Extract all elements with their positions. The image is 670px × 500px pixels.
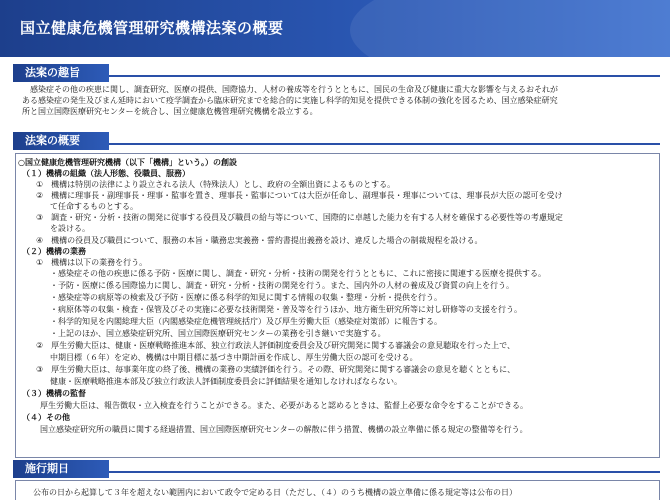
overview-line: ③ 厚生労働大臣は、毎事業年度の終了後、機構の業務の実績評価を行う。その際、研究開発に関する審議会の意見を聴くとともに、 [36,365,516,374]
overview-subheading: （１）機構の組織（法人形態、役職員、服務） [22,169,190,178]
overview-line: ① 機構は以下の業務を行う。 [36,258,148,267]
section-divider-overview [109,143,660,145]
overview-line: 国立感染症研究所の職員に関する経過措置、国立国際医療研究センターの解散に伴う措置、機構の設立準備に係る規定の整備等を行う。 [40,425,528,434]
overview-bullet: ・予防・医療に係る国際協力に関し、調査・研究・分析・技術の開発を行う。また、国内外の人材の養成及び資質の向上を行う。 [50,281,514,290]
decorative-swoosh [350,0,670,57]
purpose-line: 所と国立国際医療研究センターを統合し、国立健康危機管理研究機構を設立する。 [22,107,318,116]
section-divider-schedule [109,471,660,473]
overview-intro: ○国立健康危機管理研究機構（以下「機構」という。）の創設 [18,158,237,167]
purpose-line: 感染症その他の疾患に関し、調査研究、医療の提供、国際協力、人材の養成等を行うとともに、国民の生命及び健康に重大な影響を与えるおそれが [30,85,558,94]
overview-line: て任命するものとする。 [50,202,138,211]
overview-bullet: ・感染症等の病原等の検索及び予防・医療に係る科学的知見に関する情報の収集・整理・分析・提供を行う。 [50,293,442,302]
overview-line: ① 機構は特別の法律により設立される法人（特殊法人）とし、政府の全額出資によるものとする。 [36,180,396,189]
overview-bullet: ・病原体等の収集・検査・保管及びその実施に必要な技術開発・普及等を行うほか、地方衛生研究所等に対し研修等の支援を行う。 [50,305,522,314]
section-divider-purpose [109,75,660,77]
schedule-text: 公布の日から起算して３年を超えない範囲内において政令で定める日（ただし、（４）のうち機構の設立準備に係る規定等は公布の日） [33,488,517,497]
overview-bullet: ・感染症その他の疾患に係る予防・医療に関し、調査・研究・分析・技術の開発を行うとともに、これに密接に関連する医療を提供する。 [50,269,546,278]
purpose-line: ある感染症の発生及びまん延時において疫学調査から臨床研究までを総合的に実施し科学的知見を提供できる体制の強化を図るため、国立感染症研究 [22,96,558,105]
overview-bullet: ・上記のほか、国立感染症研究所、国立国際医療研究センターの業務を引き継いで実施する。 [50,329,386,338]
overview-line: 中期目標（６年）を定め、機構は中期目標に基づき中期計画を作成し、厚生労働大臣の認可を受ける。 [50,353,418,362]
overview-subheading: （３）機構の監督 [22,389,86,398]
overview-line: ② 機構に理事長・副理事長・理事・監事を置き、理事長・監事については大臣が任命し、副理事長・理事については、理事長が大臣の認可を受け [36,191,563,200]
page-title: 国立健康危機管理研究機構法案の概要 [20,19,284,37]
overview-line: ③ 調査・研究・分析・技術の開発に従事する役員及び職員の給与等について、国際的に卓越した能力を有する人材を確保する必要性等の考慮規定 [36,213,563,222]
overview-bullet: ・科学的知見を内閣総理大臣（内閣感染症危機管理統括庁）及び厚生労働大臣（感染症対策部）に報告する。 [50,317,442,326]
overview-line: 健康・医療戦略推進本部及び独立行政法人評価制度委員会に評価結果を通知しなければならない。 [50,377,402,386]
section-heading-purpose: 法案の趣旨 [13,64,109,82]
overview-subheading: （２）機構の業務 [22,247,86,256]
overview-subheading: （４）その他 [22,413,70,422]
section-heading-overview: 法案の概要 [13,132,109,150]
overview-line: ② 厚生労働大臣は、健康・医療戦略推進本部、独立行政法人評価制度委員会及び研究開発に関する審議会の意見聴取を行った上で、 [36,341,516,350]
title-bar [0,0,670,57]
overview-line: 厚生労働大臣は、報告徴収・立入検査を行うことができる。また、必要があると認めるときは、監督上必要な命令をすることができる。 [40,401,528,410]
overview-line: を設ける。 [50,224,90,233]
overview-line: ④ 機構の役員及び職員について、服務の本旨・職務忠実義務・誓約書提出義務を設け、違反した場合の制裁規程を設ける。 [36,236,483,245]
section-heading-schedule: 施行期日 [13,460,109,478]
